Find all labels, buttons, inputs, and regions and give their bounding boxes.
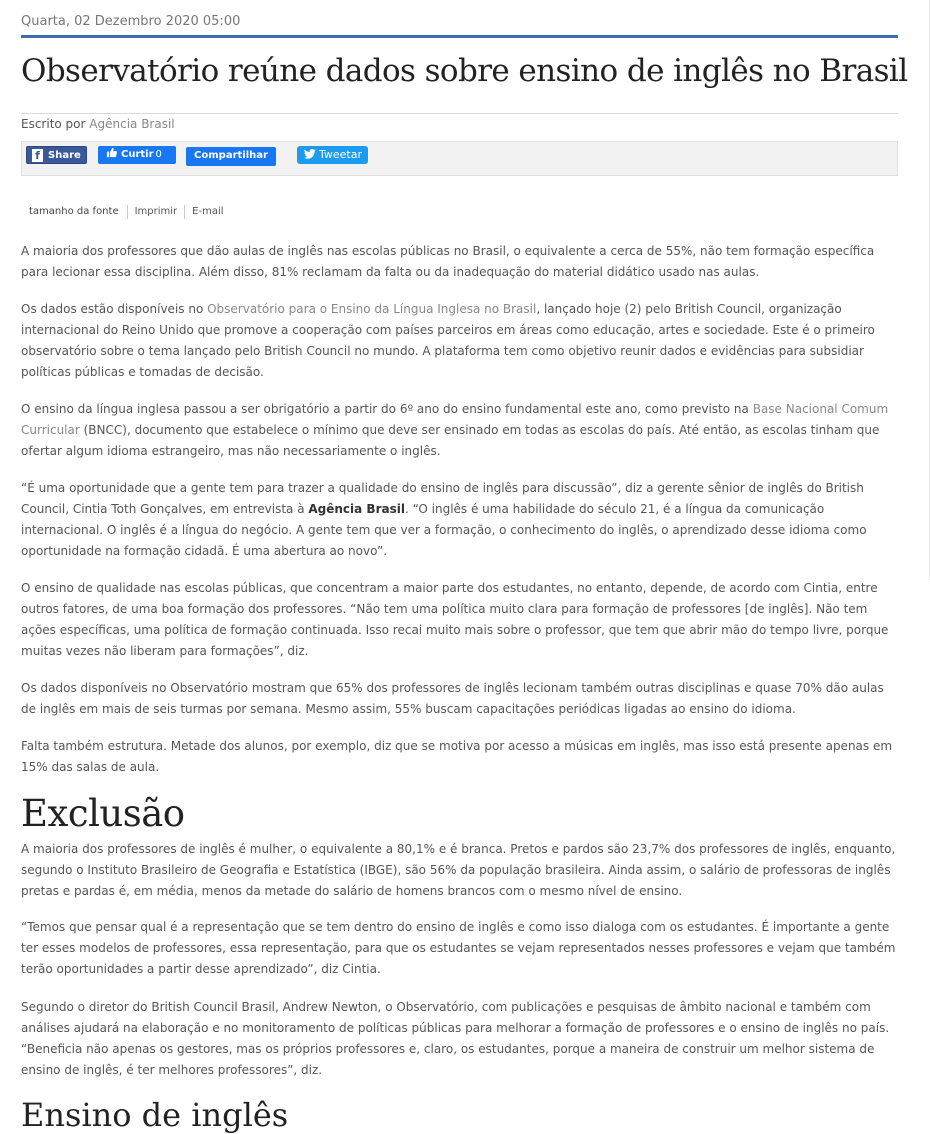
date-divider xyxy=(21,35,898,38)
paragraph-4-text-a: “É uma oportunidade que a gente tem para trazer a qualidade do ensino de inglês para discussão”, diz a gerente sênior de inglês do British Council, Cintia Toth Gonçalves, em entrevista à xyxy=(21,481,864,516)
paragraph-4 xyxy=(21,478,898,562)
paragraph-7: Falta também estrutura. Metade dos alunos, por exemplo, diz que se motiva por acesso a músicas em inglês, mas isso está presente apenas em 15% das salas de aula. xyxy=(21,739,893,774)
byline-prefix: Escrito por xyxy=(21,117,86,131)
article-tools xyxy=(29,205,231,219)
thumbs-up-icon xyxy=(106,147,117,158)
paragraph-3 xyxy=(21,399,898,462)
paragraph-2-text-a: Os dados estão disponíveis no xyxy=(21,302,208,316)
bncc-link[interactable]: Base Nacional Comum Curricular xyxy=(21,402,889,437)
share-bar xyxy=(21,141,898,176)
facebook-compartilhar-button[interactable]: Compartilhar xyxy=(186,147,276,166)
facebook-share-label: Share xyxy=(48,150,81,161)
title-divider xyxy=(21,113,898,114)
article-date: Quarta, 02 Dezembro 2020 05:00 xyxy=(21,14,241,29)
paragraph-2 xyxy=(21,299,898,383)
agencia-brasil-bold: Agência Brasil xyxy=(308,502,405,516)
page-title: Observatório reúne dados sobre ensino de inglês no Brasil xyxy=(21,53,908,89)
tweet-label: Tweetar xyxy=(319,148,363,161)
tweet-button[interactable] xyxy=(297,146,368,164)
paragraph-6: Os dados disponíveis no Observatório mostram que 65% dos professores de inglês lecionam também outras disciplinas e quase 70% dão aulas de inglês em mais de seis turmas por semana. Mesmo assim, 55% buscam capacitações periódicas ligadas ao ensino do idioma. xyxy=(21,681,884,716)
byline xyxy=(21,117,175,131)
facebook-like-label: Curtir xyxy=(121,149,154,160)
paragraph-5: O ensino de qualidade nas escolas públicas, que concentram a maior parte dos estudantes, no entanto, depende, de acordo com Cintia, entre outros fatores, de uma boa formação dos professores. “Não tem uma política muito clara para formação de professores [de inglês]. Não tem ações específicas, uma política de formação continuada. Isso recai muito mais sobre o professor, que tem que abrir mão do tempo livre, porque muitas vezes não liberam para formações”, diz. xyxy=(21,581,889,658)
paragraph-9: “Temos que pensar qual é a representação que se tem dentro do ensino de inglês e como isso dialoga com os estudantes. É importante a gente ter esses modelos de professores, essa representação, para que os estudantes se vejam representados nesses professores e vejam que também terão oportunidades a partir desse aprendizado”, diz Cintia. xyxy=(21,920,896,976)
facebook-like-button[interactable] xyxy=(98,146,176,164)
author-link[interactable]: Agência Brasil xyxy=(89,117,175,131)
facebook-like-count: 0 xyxy=(155,149,162,160)
twitter-bird-icon xyxy=(304,149,316,159)
paragraph-1: A maioria dos professores que dão aulas de inglês nas escolas públicas no Brasil, o equivalente a cerca de 55%, não tem formação específica para lecionar essa disciplina. Além disso, 81% reclamam da falta ou da inadequação do material didático usado nas aulas. xyxy=(21,244,875,279)
paragraph-3-text-b: (BNCC), documento que estabelece o mínimo que deve ser ensinado em todas as escolas do país. Até então, as escolas tinham que ofertar algum idioma estrangeiro, mas não necessariamente o inglês. xyxy=(21,423,880,458)
print-link[interactable]: Imprimir xyxy=(127,205,185,219)
paragraph-4-text-b: . “O inglês é uma habilidade do século 21, é a língua da comunicação internacional. O inglês é a língua do negócio. A gente tem que ver a formação, o conhecimento do inglês, o aprendizado desse idioma como oportunidade na formação cidadã. É uma abertura ao novo”. xyxy=(21,502,867,558)
section-heading-ensino: Ensino de inglês xyxy=(21,1096,289,1134)
facebook-icon: f xyxy=(32,149,43,162)
section-heading-exclusao: Exclusão xyxy=(21,792,185,835)
facebook-share-button[interactable] xyxy=(26,146,87,164)
paragraph-8: A maioria dos professores de inglês é mulher, o equivalente a 80,1% e é branca. Pretos e pardos são 23,7% dos professores de inglês, enquanto, segundo o Instituto Brasileiro de Geografia e Estatística (IBGE), são 56% da população brasileira. Ainda assim, o salário de professoras de inglês pretas e pardas é, em média, menos da metade do salário de homens brancos com o mesmo nível de ensino. xyxy=(21,842,896,898)
paragraph-2-text-b: , lançado hoje (2) pelo British Council, organização internacional do Reino Unido que promove a cooperação com países parceiros em áreas como educação, artes e sociedade. Este é o primeiro observatório sobre o tema lançado pelo British Council no mundo. A plataforma tem como objetivo reunir dados e evidências para subsidiar políticas públicas e tomadas de decisão. xyxy=(21,302,875,379)
email-link[interactable]: E-mail xyxy=(184,205,230,219)
paragraph-3-text-a: O ensino da língua inglesa passou a ser obrigatório a partir do 6º ano do ensino fundamental este ano, como previsto na xyxy=(21,402,753,416)
paragraph-10: Segundo o diretor do British Council Brasil, Andrew Newton, o Observatório, com publicações e pesquisas de âmbito nacional e também com análises ajudará na elaboração e no monitoramento de políticas públicas para melhorar a formação de professores e o ensino de inglês no país. “Beneficia não apenas os gestores, mas os próprios professores e, claro, os estudantes, porque a maneira de construir um melhor sistema de ensino de inglês, é ter melhores professores”, diz. xyxy=(21,1000,890,1077)
observatorio-link[interactable]: Observatório para o Ensino da Língua Inglesa no Brasil xyxy=(207,302,537,316)
font-size-control[interactable]: tamanho da fonte xyxy=(29,206,119,217)
